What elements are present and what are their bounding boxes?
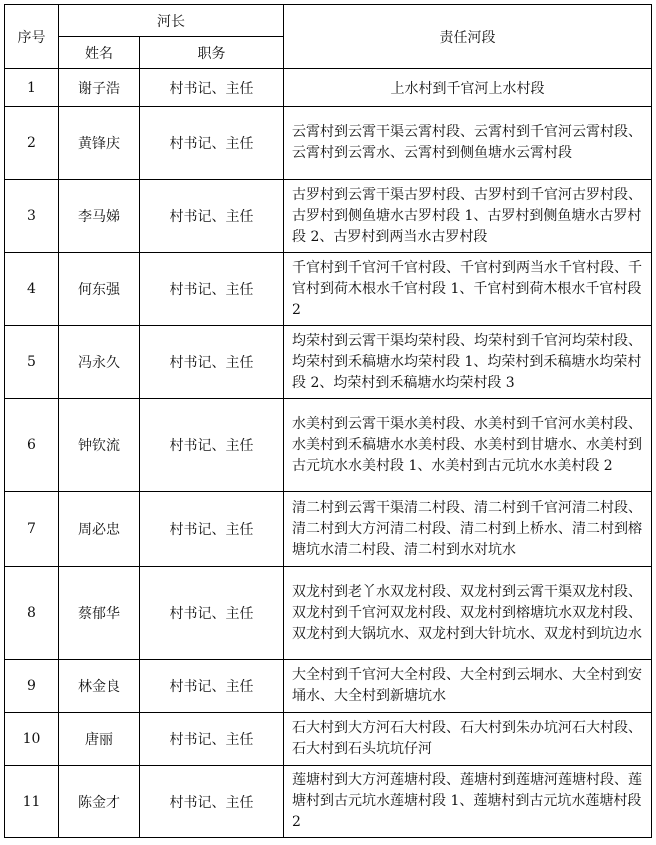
row-name: 周必忠 <box>59 492 140 567</box>
row-section: 千官村到千官河千官村段、千官村到两当水千官村段、千官村到荷木根水千官村段 1、千官村到荷木根水千官村段 2 <box>284 253 652 326</box>
row-title: 村书记、主任 <box>140 69 284 107</box>
row-name: 冯永久 <box>59 326 140 399</box>
row-seq: 10 <box>5 713 59 766</box>
row-name: 谢子浩 <box>59 69 140 107</box>
row-seq: 8 <box>5 567 59 660</box>
row-section: 水美村到云霄干渠水美村段、水美村到千官河水美村段、水美村到禾稿塘水水美村段、水美村到甘塘水、水美村到古元坑水水美村段 1、水美村到古元坑水水美村段 2 <box>284 399 652 492</box>
row-name: 唐丽 <box>59 713 140 766</box>
row-seq: 4 <box>5 253 59 326</box>
row-title: 村书记、主任 <box>140 492 284 567</box>
row-seq: 5 <box>5 326 59 399</box>
row-name: 蔡郁华 <box>59 567 140 660</box>
row-section: 清二村到云霄干渠清二村段、清二村到千官河清二村段、清二村到大方河清二村段、清二村到上桥水、清二村到榕塘坑水清二村段、清二村到水对坑水 <box>284 492 652 567</box>
row-section: 上水村到千官河上水村段 <box>284 69 652 107</box>
row-section: 石大村到大方河石大村段、石大村到朱办坑河石大村段、石大村到石头坑坑仔河 <box>284 713 652 766</box>
table-row <box>5 492 652 567</box>
row-title: 村书记、主任 <box>140 326 284 399</box>
row-seq: 3 <box>5 180 59 253</box>
row-section: 双龙村到老丫水双龙村段、双龙村到云霄干渠双龙村段、双龙村到千官河双龙村段、双龙村到榕塘坑水双龙村段、双龙村到大锅坑水、双龙村到大针坑水、双龙村到坑边水 <box>284 567 652 660</box>
row-seq: 2 <box>5 107 59 180</box>
header-seq: 序号 <box>5 5 59 69</box>
header-title: 职务 <box>140 37 284 69</box>
row-title: 村书记、主任 <box>140 713 284 766</box>
row-title: 村书记、主任 <box>140 107 284 180</box>
header-responsible-section: 责任河段 <box>284 5 652 69</box>
row-section: 大全村到千官河大全村段、大全村到云垌水、大全村到安埇水、大全村到新塘坑水 <box>284 660 652 713</box>
header-river-chief: 河长 <box>59 5 284 37</box>
row-title: 村书记、主任 <box>140 253 284 326</box>
table-row <box>5 180 652 253</box>
table-row <box>5 107 652 180</box>
table-row <box>5 69 652 107</box>
river-chief-table <box>4 4 652 838</box>
row-title: 村书记、主任 <box>140 567 284 660</box>
table-row <box>5 660 652 713</box>
row-name: 黄锋庆 <box>59 107 140 180</box>
row-seq: 6 <box>5 399 59 492</box>
row-section: 均荣村到云霄干渠均荣村段、均荣村到千官河均荣村段、均荣村到禾稿塘水均荣村段 1、均荣村到禾稿塘水均荣村段 2、均荣村到禾稿塘水均荣村段 3 <box>284 326 652 399</box>
row-seq: 11 <box>5 766 59 838</box>
row-section: 莲塘村到大方河莲塘村段、莲塘村到莲塘河莲塘村段、莲塘村到古元坑水莲塘村段 1、莲塘村到古元坑水莲塘村段 2 <box>284 766 652 838</box>
table-row <box>5 253 652 326</box>
table-row <box>5 766 652 838</box>
row-seq: 9 <box>5 660 59 713</box>
row-seq: 1 <box>5 69 59 107</box>
row-title: 村书记、主任 <box>140 399 284 492</box>
row-section: 古罗村到云霄干渠古罗村段、古罗村到千官河古罗村段、古罗村到侧鱼塘水古罗村段 1、古罗村到侧鱼塘水古罗村段 2、古罗村到两当水古罗村段 <box>284 180 652 253</box>
table-row <box>5 713 652 766</box>
table-row <box>5 326 652 399</box>
row-seq: 7 <box>5 492 59 567</box>
row-name: 林金良 <box>59 660 140 713</box>
table-row <box>5 567 652 660</box>
row-section: 云霄村到云霄干渠云霄村段、云霄村到千官河云霄村段、云霄村到云霄水、云霄村到侧鱼塘水云霄村段 <box>284 107 652 180</box>
row-title: 村书记、主任 <box>140 660 284 713</box>
row-name: 李马娣 <box>59 180 140 253</box>
row-title: 村书记、主任 <box>140 180 284 253</box>
header-name: 姓名 <box>59 37 140 69</box>
row-name: 何东强 <box>59 253 140 326</box>
row-name: 钟钦流 <box>59 399 140 492</box>
table-row <box>5 399 652 492</box>
row-title: 村书记、主任 <box>140 766 284 838</box>
row-name: 陈金才 <box>59 766 140 838</box>
